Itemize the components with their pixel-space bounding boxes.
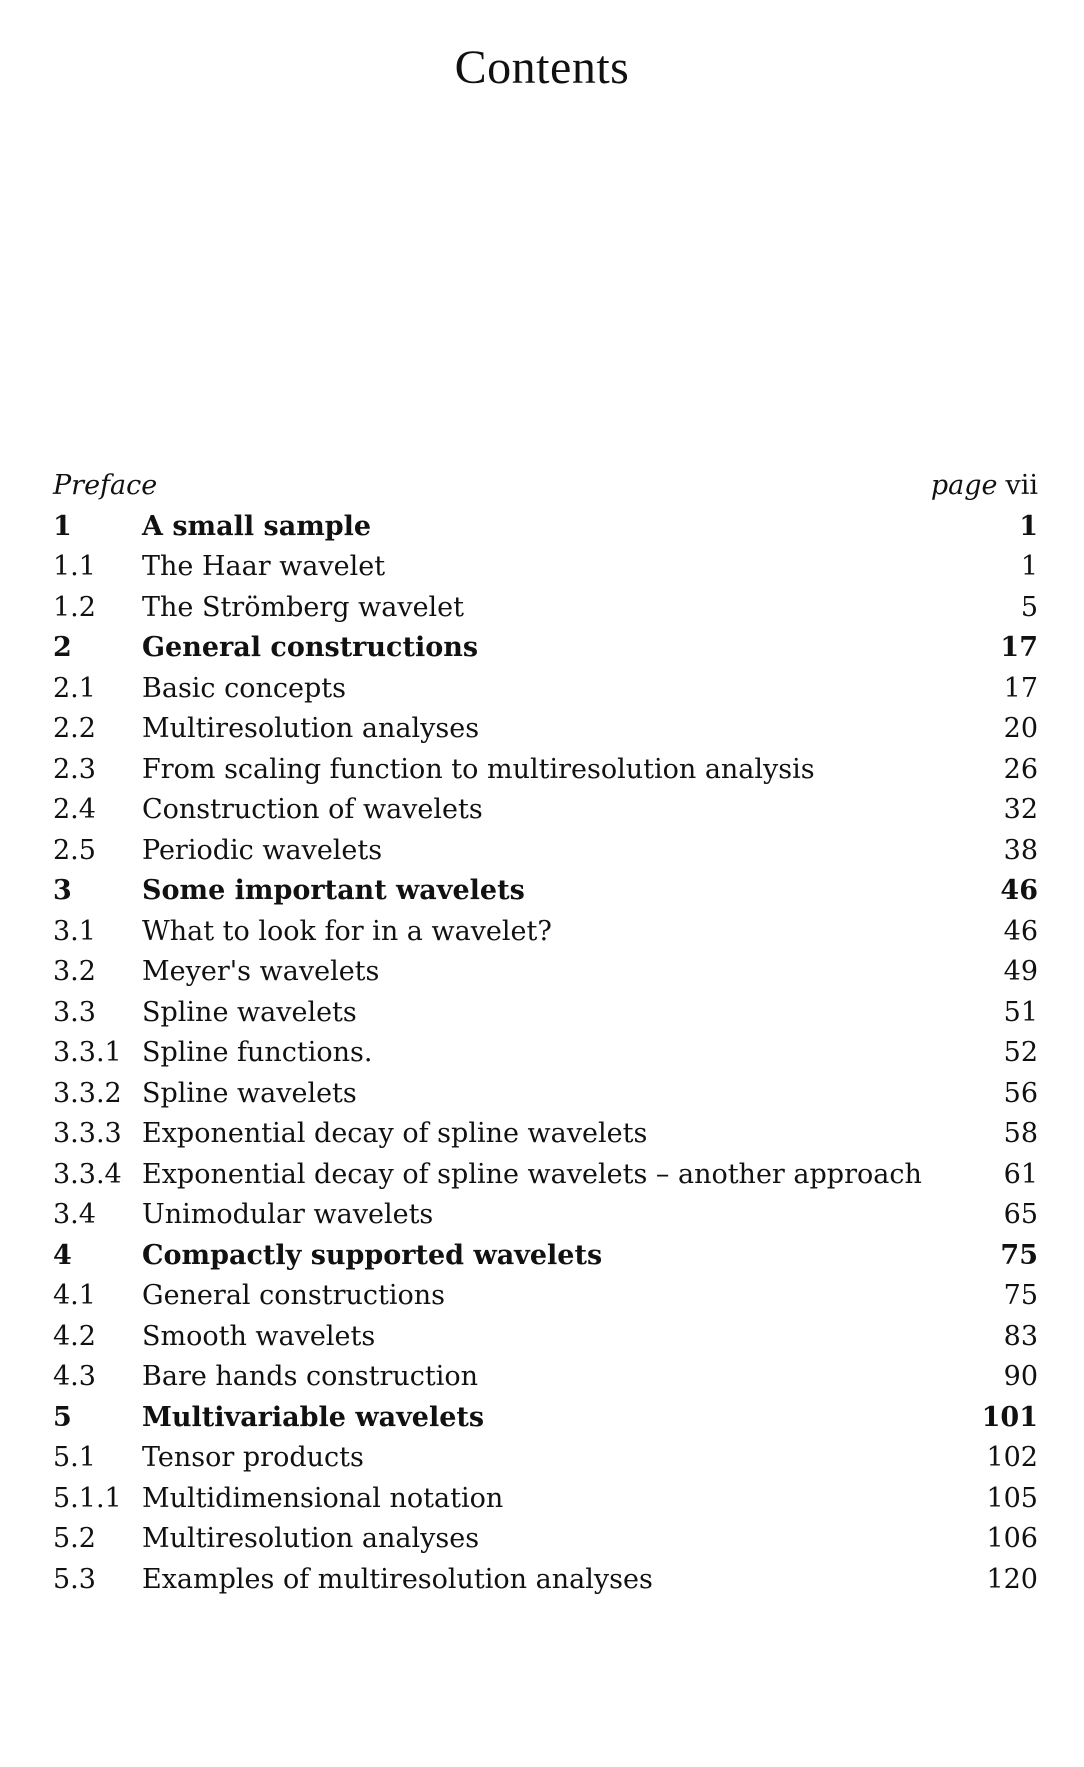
toc-entry [53, 1519, 1038, 1560]
toc-entry-page: 46 [1000, 875, 1038, 906]
toc-entry-title: Construction of wavelets [142, 794, 483, 825]
toc-entry [53, 871, 1038, 912]
toc-entry [53, 1276, 1038, 1317]
toc-entry [53, 1236, 1038, 1277]
toc-entry [53, 912, 1038, 953]
toc-entry-number: 3.4 [53, 1199, 96, 1230]
toc-entry-title: Multivariable wavelets [142, 1401, 485, 1433]
toc-entry-page: 26 [1003, 753, 1038, 785]
toc-entry-title: Some important wavelets [142, 875, 525, 906]
toc-entry-page: 106 [986, 1523, 1038, 1554]
toc-entry-number: 3.1 [53, 915, 96, 947]
toc-entry-number: 4 [53, 1239, 72, 1271]
toc-entry-page: 32 [1003, 794, 1038, 825]
toc-entry-title: Spline functions. [142, 1037, 373, 1068]
toc-entry [53, 547, 1038, 588]
toc-entry-number: 2.1 [53, 672, 96, 704]
toc-entry-number: 5 [53, 1401, 72, 1433]
toc-entry [53, 588, 1038, 629]
toc-entry-title: Examples of multiresolution analyses [142, 1563, 653, 1595]
toc-entry-number: 3.3 [53, 996, 96, 1028]
toc-entry-number: 3.3.2 [53, 1077, 122, 1109]
toc-entry-title: Basic concepts [142, 672, 346, 704]
toc-entry-number: 3 [53, 875, 72, 906]
toc-entry-number: 3.3.3 [53, 1118, 122, 1149]
toc-entry-page: 46 [1003, 915, 1038, 947]
toc-entry [53, 1033, 1038, 1074]
toc-entry-page: 120 [986, 1563, 1038, 1595]
toc-entry-number: 4.3 [53, 1361, 96, 1392]
toc-entry-page: 1 [1019, 510, 1038, 542]
toc-entry-number: 2.4 [53, 794, 96, 825]
toc-entry [53, 952, 1038, 993]
toc-entry-number: 3.3.1 [53, 1037, 122, 1068]
toc-entry-title: A small sample [142, 510, 372, 542]
toc-entry-number: 5.1.1 [53, 1482, 122, 1514]
toc-entry [53, 790, 1038, 831]
toc-entry-title: The Haar wavelet [142, 551, 386, 582]
toc-entry-title: From scaling function to multiresolution analysis [142, 753, 815, 785]
toc-entry-page: 49 [1003, 956, 1038, 987]
toc-entry-title: Exponential decay of spline wavelets [142, 1118, 648, 1149]
toc-entry-title: The Strömberg wavelet [142, 591, 465, 623]
toc-entry-page: 90 [1003, 1361, 1038, 1392]
toc-entry-title: Multidimensional notation [142, 1482, 504, 1514]
toc-entry-number: 3.2 [53, 956, 96, 987]
toc-entry-page: 52 [1003, 1037, 1038, 1068]
toc-entry-preface [53, 466, 1038, 507]
toc-entry-number: 4.2 [53, 1320, 96, 1352]
toc-entry-page: 20 [1003, 713, 1038, 744]
toc-entry-title: Meyer's wavelets [142, 956, 380, 987]
toc-entry-title: Unimodular wavelets [142, 1199, 434, 1230]
toc-entry [53, 1317, 1038, 1358]
toc-entry [53, 669, 1038, 710]
toc-entry-title: Spline wavelets [142, 996, 357, 1028]
toc-entry-page: 51 [1003, 996, 1038, 1028]
toc-entry [53, 750, 1038, 791]
toc-entry [53, 1438, 1038, 1479]
toc-entry-title: What to look for in a wavelet? [142, 915, 552, 947]
toc-entry-number: 1.1 [53, 551, 96, 582]
toc-entry-number: 3.3.4 [53, 1158, 122, 1190]
toc-entry [53, 1114, 1038, 1155]
toc-entry [53, 831, 1038, 872]
toc-entry [53, 1398, 1038, 1439]
toc-entry [53, 1195, 1038, 1236]
toc-entry-page: 75 [1000, 1239, 1038, 1271]
toc-entry-page: 1 [1020, 551, 1038, 582]
toc-entry-title: Compactly supported wavelets [142, 1239, 603, 1271]
toc-entry-number: 2.3 [53, 753, 96, 785]
preface-page [931, 466, 1038, 507]
toc-entry-page: 58 [1003, 1118, 1038, 1149]
toc-entry-title: Bare hands construction [142, 1361, 479, 1392]
toc-entry-title: Spline wavelets [142, 1077, 357, 1109]
toc-entry [53, 507, 1038, 548]
toc-entry-number: 2.5 [53, 834, 96, 866]
toc-entry-title: Exponential decay of spline wavelets – another approach [142, 1158, 922, 1190]
toc-entry-page: 83 [1003, 1320, 1038, 1352]
toc-entry-page: 61 [1003, 1158, 1038, 1190]
toc-entry-page: 56 [1003, 1077, 1038, 1109]
toc-entry-page: 17 [1000, 632, 1038, 663]
toc-entry [53, 1074, 1038, 1115]
toc-entry [53, 993, 1038, 1034]
toc-entry-number: 5.2 [53, 1523, 96, 1554]
toc-entry-page: 38 [1003, 834, 1038, 866]
toc-entry-title: Multiresolution analyses [142, 1523, 480, 1554]
toc-entry [53, 1155, 1038, 1196]
toc-entry-page: 101 [981, 1401, 1038, 1433]
toc-entry-page: 105 [986, 1482, 1038, 1514]
toc-entries [53, 507, 1038, 1601]
toc-entry-number: 5.3 [53, 1563, 96, 1595]
page-prefix: page [930, 470, 998, 501]
toc-entry-title: General constructions [142, 632, 479, 663]
preface-label: Preface [53, 470, 158, 501]
toc-entry [53, 1479, 1038, 1520]
toc-entry-number: 5.1 [53, 1442, 96, 1473]
toc-entry-page: 102 [986, 1442, 1038, 1473]
toc-entry-number: 4.1 [53, 1280, 96, 1311]
toc-entry-number: 1 [53, 510, 72, 542]
toc-entry [53, 709, 1038, 750]
page-title: Contents [454, 41, 630, 94]
toc-entry-page: 5 [1020, 591, 1038, 623]
toc-entry-number: 1.2 [53, 591, 96, 623]
toc-entry [53, 1357, 1038, 1398]
toc-entry-page: 65 [1003, 1199, 1038, 1230]
toc-entry-number: 2.2 [53, 713, 96, 744]
toc-entry-title: Multiresolution analyses [142, 713, 480, 744]
toc-entry [53, 1560, 1038, 1601]
toc-entry [53, 628, 1038, 669]
toc-entry-title: General constructions [142, 1280, 446, 1311]
table-of-contents [53, 466, 1038, 1600]
toc-entry-title: Smooth wavelets [142, 1320, 376, 1352]
toc-entry-page: 17 [1003, 672, 1038, 704]
toc-entry-number: 2 [53, 632, 72, 663]
toc-entry-title: Periodic wavelets [142, 834, 383, 866]
preface-page-number: vii [1005, 470, 1038, 501]
toc-entry-page: 75 [1003, 1280, 1038, 1311]
toc-entry-title: Tensor products [142, 1442, 364, 1473]
